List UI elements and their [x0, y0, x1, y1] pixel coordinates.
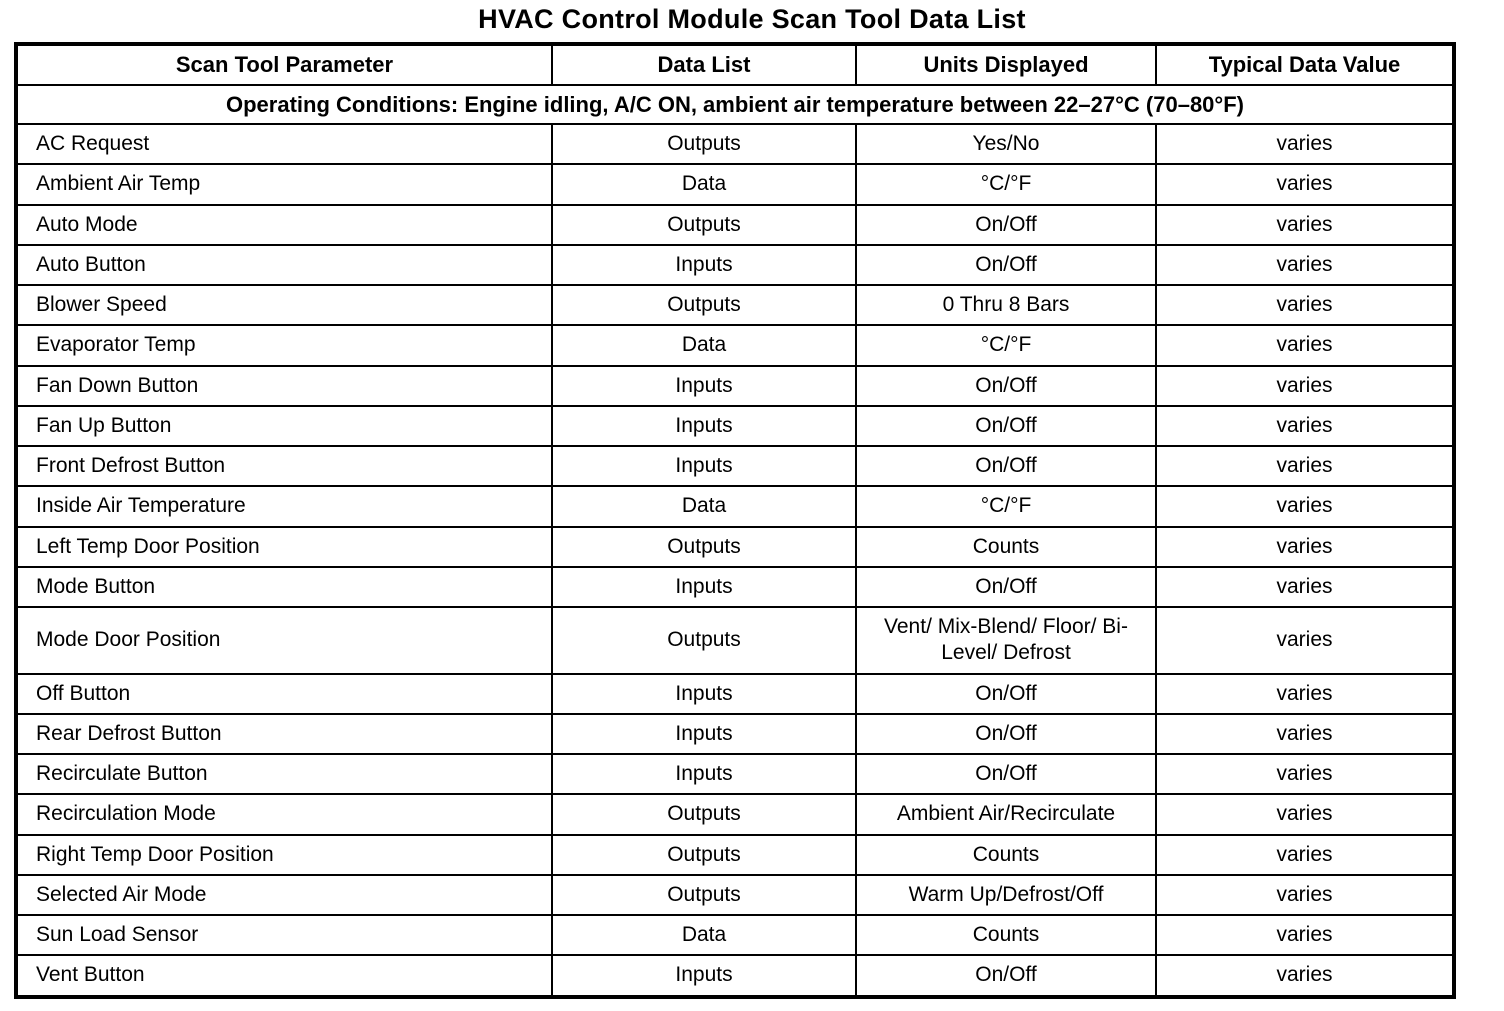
- parameter-cell: Inside Air Temperature: [16, 486, 552, 526]
- parameter-cell: Rear Defrost Button: [16, 714, 552, 754]
- data-list-cell: Inputs: [552, 754, 856, 794]
- data-list-cell: Inputs: [552, 674, 856, 714]
- column-header: Scan Tool Parameter: [16, 44, 552, 85]
- typical-value-cell: varies: [1156, 205, 1454, 245]
- units-cell: On/Off: [856, 754, 1156, 794]
- table-row: [16, 674, 1454, 714]
- table-row: [16, 245, 1454, 285]
- table-row: [16, 955, 1454, 996]
- parameter-cell: Vent Button: [16, 955, 552, 996]
- data-list-cell: Data: [552, 325, 856, 365]
- page-title: HVAC Control Module Scan Tool Data List: [478, 4, 1026, 34]
- data-list-cell: Inputs: [552, 955, 856, 996]
- table-row: [16, 446, 1454, 486]
- parameter-cell: Fan Up Button: [16, 406, 552, 446]
- typical-value-cell: varies: [1156, 366, 1454, 406]
- typical-value-cell: varies: [1156, 875, 1454, 915]
- table-row: [16, 285, 1454, 325]
- typical-value-cell: varies: [1156, 955, 1454, 996]
- parameter-cell: Mode Door Position: [16, 607, 552, 674]
- parameter-cell: Front Defrost Button: [16, 446, 552, 486]
- parameter-cell: Recirculate Button: [16, 754, 552, 794]
- data-list-cell: Outputs: [552, 124, 856, 164]
- data-list-cell: Inputs: [552, 406, 856, 446]
- units-cell: On/Off: [856, 714, 1156, 754]
- table-row: [16, 794, 1454, 834]
- table-row: [16, 164, 1454, 204]
- data-list-cell: Inputs: [552, 714, 856, 754]
- typical-value-cell: varies: [1156, 607, 1454, 674]
- data-list-cell: Outputs: [552, 205, 856, 245]
- typical-value-cell: varies: [1156, 325, 1454, 365]
- units-cell: On/Off: [856, 205, 1156, 245]
- typical-value-cell: varies: [1156, 794, 1454, 834]
- data-list-cell: Inputs: [552, 366, 856, 406]
- units-cell: Yes/No: [856, 124, 1156, 164]
- units-cell: °C/°F: [856, 164, 1156, 204]
- data-list-cell: Inputs: [552, 446, 856, 486]
- units-cell: °C/°F: [856, 325, 1156, 365]
- column-header: Typical Data Value: [1156, 44, 1454, 85]
- typical-value-cell: varies: [1156, 245, 1454, 285]
- table-row: [16, 124, 1454, 164]
- column-header: Data List: [552, 44, 856, 85]
- data-list-cell: Outputs: [552, 285, 856, 325]
- units-cell: Ambient Air/Recirculate: [856, 794, 1156, 834]
- typical-value-cell: varies: [1156, 714, 1454, 754]
- typical-value-cell: varies: [1156, 446, 1454, 486]
- units-cell: Vent/ Mix-Blend/ Floor/ Bi-Level/ Defrost: [856, 607, 1156, 674]
- units-cell: Counts: [856, 915, 1156, 955]
- table-row: [16, 486, 1454, 526]
- table-row: [16, 754, 1454, 794]
- units-cell: °C/°F: [856, 486, 1156, 526]
- operating-conditions-row: [16, 85, 1454, 125]
- parameter-cell: Mode Button: [16, 567, 552, 607]
- units-cell: 0 Thru 8 Bars: [856, 285, 1156, 325]
- data-list-cell: Outputs: [552, 527, 856, 567]
- parameter-cell: Right Temp Door Position: [16, 835, 552, 875]
- parameter-cell: Off Button: [16, 674, 552, 714]
- table-row: [16, 325, 1454, 365]
- table-row: [16, 366, 1454, 406]
- parameter-cell: Selected Air Mode: [16, 875, 552, 915]
- typical-value-cell: varies: [1156, 285, 1454, 325]
- parameter-cell: Auto Button: [16, 245, 552, 285]
- typical-value-cell: varies: [1156, 406, 1454, 446]
- typical-value-cell: varies: [1156, 835, 1454, 875]
- table-row: [16, 915, 1454, 955]
- units-cell: Warm Up/Defrost/Off: [856, 875, 1156, 915]
- parameter-cell: AC Request: [16, 124, 552, 164]
- table-row: [16, 527, 1454, 567]
- table-row: [16, 714, 1454, 754]
- column-header: Units Displayed: [856, 44, 1156, 85]
- units-cell: On/Off: [856, 245, 1156, 285]
- data-list-cell: Data: [552, 164, 856, 204]
- table-row: [16, 406, 1454, 446]
- units-cell: On/Off: [856, 446, 1156, 486]
- parameter-cell: Sun Load Sensor: [16, 915, 552, 955]
- table-row: [16, 875, 1454, 915]
- parameter-cell: Evaporator Temp: [16, 325, 552, 365]
- data-list-cell: Data: [552, 486, 856, 526]
- typical-value-cell: varies: [1156, 754, 1454, 794]
- data-list-cell: Outputs: [552, 794, 856, 834]
- units-cell: Counts: [856, 527, 1156, 567]
- table-row: [16, 205, 1454, 245]
- units-cell: On/Off: [856, 567, 1156, 607]
- data-list-cell: Inputs: [552, 245, 856, 285]
- table-body: [16, 124, 1454, 997]
- units-cell: On/Off: [856, 406, 1156, 446]
- parameter-cell: Ambient Air Temp: [16, 164, 552, 204]
- typical-value-cell: varies: [1156, 124, 1454, 164]
- units-cell: Counts: [856, 835, 1156, 875]
- units-cell: On/Off: [856, 674, 1156, 714]
- data-list-cell: Outputs: [552, 875, 856, 915]
- table-row: [16, 835, 1454, 875]
- units-cell: On/Off: [856, 955, 1156, 996]
- table-row: [16, 607, 1454, 674]
- parameter-cell: Left Temp Door Position: [16, 527, 552, 567]
- parameter-cell: Recirculation Mode: [16, 794, 552, 834]
- data-list-cell: Data: [552, 915, 856, 955]
- parameter-cell: Auto Mode: [16, 205, 552, 245]
- typical-value-cell: varies: [1156, 674, 1454, 714]
- table-row: [16, 567, 1454, 607]
- typical-value-cell: varies: [1156, 164, 1454, 204]
- parameter-cell: Fan Down Button: [16, 366, 552, 406]
- typical-value-cell: varies: [1156, 527, 1454, 567]
- typical-value-cell: varies: [1156, 567, 1454, 607]
- typical-value-cell: varies: [1156, 915, 1454, 955]
- scan-tool-data-table: [14, 42, 1456, 999]
- typical-value-cell: varies: [1156, 486, 1454, 526]
- parameter-cell: Blower Speed: [16, 285, 552, 325]
- data-list-cell: Outputs: [552, 607, 856, 674]
- data-list-cell: Inputs: [552, 567, 856, 607]
- operating-conditions-text: Operating Conditions: Engine idling, A/C ON, ambient air temperature between 22–27°C (70–80°F): [16, 85, 1454, 125]
- table-header-row: [16, 44, 1454, 85]
- data-list-cell: Outputs: [552, 835, 856, 875]
- units-cell: On/Off: [856, 366, 1156, 406]
